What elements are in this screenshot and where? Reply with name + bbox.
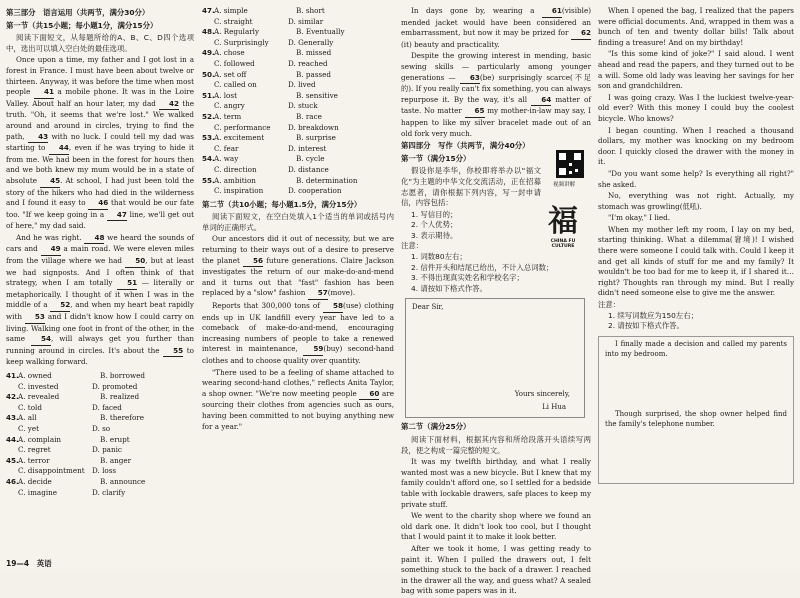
cloze-passage — [6, 55, 194, 368]
option-c: C. imagine — [18, 487, 57, 497]
option-c: C. called on — [214, 80, 257, 90]
option-row-44 — [6, 435, 194, 446]
story-paragraph: It was my twelfth birthday, and what I really wanted most was a new bicycle. But I knew that my family couldn't afford one, so I settled for a bedside table with lockable drawers, safe places to keep my private stuff. — [401, 457, 591, 509]
writing1-point: 2. 个人优势； — [411, 220, 458, 230]
passage-text: line, we'll get out of here," my dad said. — [6, 209, 194, 231]
section1-title: 第一节（共15小题；每小题1分，满分15分） — [6, 20, 158, 30]
option-d: D. Generally — [288, 37, 334, 47]
question-number: 42. — [6, 392, 19, 402]
continuation-answer-box[interactable] — [598, 336, 794, 484]
passage-text: Our ancestors did it out of necessity, but we are returning to their ways out of a desire to preserve the planet — [202, 234, 394, 265]
story-paragraph: "Do you want some help? Is everything all right?" she asked. — [598, 168, 794, 189]
paragraph — [6, 55, 194, 232]
option-c: C. regret — [18, 445, 51, 455]
option-a: A. terror — [18, 455, 50, 465]
question-number: 50. — [202, 69, 215, 79]
option-row-44-cd — [6, 445, 194, 456]
option-row-41 — [6, 371, 194, 382]
option-b: B. announce — [100, 476, 146, 486]
blank-45[interactable]: 45 — [40, 176, 60, 188]
option-c: C. straight — [214, 16, 253, 26]
option-row-55-cd — [202, 186, 394, 197]
fu-glyph: 福 — [548, 204, 578, 239]
writing1-note: 1. 词数80左右； — [411, 252, 467, 262]
option-d: D. distance — [288, 164, 329, 174]
passage-text: Once upon a time, my father and I got lost in a forest in France. I must have been about twelve or thirteen. Anyway, it was before the time when most people — [6, 55, 194, 97]
option-c: C. direction — [214, 164, 257, 174]
option-a: A. decide — [18, 476, 52, 486]
option-row-47 — [202, 6, 394, 17]
option-row-43 — [6, 413, 194, 424]
passage-text: (it) beauty and practicality. — [401, 39, 500, 49]
passage-text: "There used to be a feeling of shame attached to wearing second-hand clothes," reflects Anita Taylor, a shop owner. "We're now meeting people — [202, 367, 394, 398]
writing2-note: 2. 请按如下格式作答。 — [608, 321, 684, 331]
option-d: D. panic — [92, 445, 122, 455]
option-a: A. revealed — [18, 392, 60, 402]
question-number: 48. — [202, 27, 215, 37]
option-d: D. similar — [288, 16, 324, 26]
blank-56[interactable]: 56 — [243, 256, 263, 268]
question-number: 47. — [202, 6, 215, 15]
option-c: C. inspiration — [214, 186, 264, 196]
option-row-41-cd — [6, 382, 194, 393]
passage-text: , and when my heart beat rapidly with — [6, 300, 194, 322]
writing2-notes-title: 注意： — [598, 300, 621, 310]
blank-60[interactable]: 60 — [359, 389, 379, 401]
option-b: B. cycle — [296, 154, 325, 164]
story-passage-continued — [598, 6, 794, 299]
passage-text: to keep walking forward. — [6, 345, 194, 367]
blank-50[interactable]: 50 — [125, 256, 145, 268]
option-d: D. stuck — [288, 101, 318, 111]
paragraph-start-2: Though surprised, the shop owner helped find the family's telephone number. — [605, 409, 787, 429]
question-number: 53. — [202, 133, 215, 143]
paragraph — [202, 368, 394, 433]
question-number: 52. — [202, 111, 215, 121]
option-b: B. Eventually — [296, 27, 345, 37]
question-number: 44. — [6, 434, 19, 444]
option-d: D. breakdown — [288, 122, 339, 132]
passage-text: — literally or metaphorically. I thought of it when I was in the middle of a — [6, 278, 194, 310]
option-row-46 — [6, 477, 194, 488]
blank-52[interactable]: 52 — [50, 300, 70, 312]
blank-43[interactable]: 43 — [28, 132, 48, 144]
story-paragraph: I was going crazy. Was I the luckiest twelve-year-old ever? With this money I could buy the coolest bicycle. Who knows? — [598, 92, 794, 123]
option-c: C. Surprisingly — [214, 37, 269, 47]
option-row-52 — [202, 112, 394, 123]
passage-text: a main road. We were eleven miles from the village where we had — [6, 244, 194, 266]
blank-59[interactable]: 59 — [303, 344, 323, 356]
passage-text: , even if he was trying to hide it from me. We had been in the forest for hours then and we both knew my mum would be in a state of absolute — [6, 143, 195, 185]
section1-instructions: 阅读下面短文，从每题所给的A、B、C、D四个选项中，选出可以填入空白处的最佳选项。 — [6, 33, 194, 53]
passage-text: we heard the sounds of cars and — [6, 232, 194, 254]
option-row-48-cd — [202, 38, 394, 49]
option-b: B. borrowed — [100, 371, 145, 380]
option-row-48 — [202, 27, 394, 38]
passage-text: . At school, I had just been told the story of the hikers who had died in the wilderness and I found it easy to — [6, 175, 194, 208]
column-2 — [202, 6, 394, 433]
option-a: A. chose — [214, 48, 245, 58]
writing2-instructions: 阅读下面材料，根据其内容和所给段落开头语续写两段，使之构成一篇完整的短文。 — [401, 435, 591, 455]
option-row-49 — [202, 48, 394, 59]
blank-49[interactable]: 49 — [41, 244, 61, 256]
option-a: A. excitement — [214, 133, 265, 143]
option-c: C. invested — [18, 381, 59, 391]
writing1-note: 4. 请按如下格式作答。 — [411, 283, 487, 293]
writing1-note: 2. 信件开头和结尾已给出，不计入总词数； — [411, 262, 554, 272]
option-b: B. surprise — [296, 133, 336, 143]
paragraph — [202, 301, 394, 367]
paragraph — [6, 233, 194, 368]
passage-text: are sourcing their clothes from agencies such as ours, having been committed to not buying anything new for a year." — [202, 388, 395, 431]
option-a: A. lost — [214, 90, 237, 100]
option-c: C. performance — [214, 122, 271, 132]
option-d: D. faced — [92, 402, 122, 412]
question-number: 41. — [6, 371, 19, 380]
option-b: B. sensitive — [296, 90, 338, 100]
column-4 — [598, 6, 794, 484]
option-row-50-cd — [202, 80, 394, 91]
logo-caption: CHINA FU CULTURE — [550, 239, 576, 249]
option-a: A. ambition — [214, 175, 256, 185]
question-number: 51. — [202, 90, 215, 100]
fill-passage — [202, 234, 394, 432]
option-row-45 — [6, 456, 194, 467]
blank-48[interactable]: 48 — [84, 233, 104, 245]
question-number: 49. — [202, 48, 215, 58]
options-41-46 — [6, 371, 194, 498]
option-c: C. fear — [214, 143, 239, 153]
blank-57[interactable]: 57 — [308, 288, 328, 300]
blank-44[interactable]: 44 — [49, 143, 69, 155]
option-c: C. followed — [214, 58, 255, 68]
paragraph — [401, 51, 591, 139]
writing2-note: 1. 续写词数应为150左右； — [608, 310, 699, 320]
passage-text: In days gone by, wearing a — [411, 6, 542, 15]
blank-58[interactable]: 58 — [323, 301, 343, 313]
passage-text: , but at least we had signposts. And I often think of that strategy, when I am totally — [6, 256, 194, 288]
options-47-55 — [202, 6, 394, 197]
passage-text: a mobile phone. It was in the Loire Valley. About half an hour later, my dad — [6, 87, 194, 108]
writing1-point: 3. 表示期待。 — [411, 230, 458, 240]
option-d: D. cooperation — [288, 186, 342, 196]
blank-62[interactable]: 62 — [571, 28, 591, 40]
writing2-title: 第二节（满分25分） — [401, 422, 471, 432]
option-row-42-cd — [6, 403, 194, 414]
column-1 — [6, 6, 194, 498]
part3-title: 第三部分 语言运用（共两节，满分30分） — [6, 8, 150, 17]
option-a: A. term — [214, 111, 242, 121]
letter-closing: Yours sincerely, — [514, 389, 570, 398]
blank-47[interactable]: 47 — [107, 210, 127, 222]
letter-answer-box[interactable] — [405, 298, 585, 418]
blank-51[interactable]: 51 — [117, 278, 137, 290]
option-row-43-cd — [6, 424, 194, 435]
question-number: 43. — [6, 413, 19, 423]
option-b: B. passed — [296, 69, 331, 79]
blank-53[interactable]: 53 — [25, 312, 45, 324]
blank-65[interactable]: 65 — [465, 106, 485, 118]
option-a: A. way — [214, 154, 239, 164]
blank-55[interactable]: 55 — [163, 346, 183, 358]
option-c: C. angry — [214, 101, 245, 111]
story-paragraph: When I opened the bag, I realized that the papers were official documents. And, wrapped in them was a bunch of ten and twenty dollar bills! Talk about finding a treasure! And on my birthday! — [598, 6, 794, 47]
option-a: A. set off — [214, 69, 247, 79]
option-row-42 — [6, 392, 194, 403]
passage-text: (be) surprisingly scarce(不足的). If you really can't fix something, you can always repurpose it. By the way, it's all — [401, 72, 591, 104]
option-b: B. anger — [100, 455, 132, 465]
option-b: B. short — [296, 6, 325, 15]
blank-64[interactable]: 64 — [531, 95, 551, 107]
paragraph — [401, 6, 591, 50]
option-a: A. owned — [18, 371, 52, 380]
passage-text: future generations. Claire Jackson investigates the return of our make-do-and-mend and it turns out that "fast" fashion has been replaced by a "slow" fashion — [202, 255, 394, 298]
story-paragraph: No, everything was not right. Actually, my stomach was growling(低吼). — [598, 191, 794, 211]
letter-signature: Li Hua — [542, 402, 566, 411]
passage-text: Despite the growing interest in mending, basic sewing skills — particularly among younger generations — — [401, 51, 591, 82]
passage-text: my mother-in-law may say, I happen to like my silver bracelet made out of an old fork very much. — [401, 106, 591, 138]
passage-text: the truth. "Oh, it seems that we're lost." We walked around and around in circles, trying to find the path, — [6, 98, 195, 141]
section2-title: 第二节（共10小题；每小题1.5分，满分15分） — [202, 199, 362, 209]
story-paragraph: We went to the charity shop where we found an old dark one. It didn't look too cool, but I thought that I would paint it to make it look better. — [401, 511, 591, 542]
option-row-49-cd — [202, 59, 394, 70]
writing1-title: 第一节（满分15分） — [401, 153, 471, 163]
writing1-notes-title: 注意： — [401, 241, 424, 251]
option-row-45-cd — [6, 466, 194, 477]
question-number: 54. — [202, 154, 215, 164]
option-row-51-cd — [202, 101, 394, 112]
option-a: A. Regularly — [214, 27, 260, 37]
option-b: B. missed — [296, 48, 332, 58]
writing1-note: 3. 不得出现真实姓名和学校名字； — [411, 273, 524, 283]
option-d: D. lived — [288, 80, 316, 90]
question-number: 45. — [6, 455, 19, 465]
story-paragraph: When my mother left my room, I lay on my bed, starting thinking. What a dilemma(窘境)! I wished there were someone I could talk with. Could I keep it and get all kinds of stuff for me and my family? It wouldn't be too bad for me to keep it, if I shared it… right? Thoughts ran through my mind. But I really didn't need someone else to give me the answer. — [598, 224, 794, 298]
passage-text: (buy) second-hand clothes and to choose quality over quantity. — [202, 344, 394, 365]
blank-46[interactable]: 46 — [88, 198, 108, 210]
option-d: D. interest — [288, 143, 327, 153]
passage-text: that would be our fate too. "If we keep going in a — [6, 198, 194, 219]
writing1-notes — [401, 252, 591, 294]
passage-text: (visible) mended jacket would have been considered an embarrassment, but now it may be prized for — [401, 6, 591, 38]
letter-greeting: Dear Sir, — [412, 303, 444, 312]
blank-41[interactable]: 41 — [34, 87, 54, 99]
passage-text: (use) clothing ends up in UK landfill every year have led to a comeback of make-do-and-mend, encouraging increasing numbers of people to take a renewed interest in maintenance, — [202, 301, 394, 354]
writing1-prompt: 假设你是李华，你校即将举办以"福文化"为主题的中华文化交流活动，正在招募志愿者，请你根据下列内容，写一封申请信，内容包括： — [401, 166, 541, 208]
option-b: B. determination — [296, 175, 358, 185]
story-paragraph: After we took it home, I was getting ready to paint it. When I pulled the drawers out, I felt something stuck to the back of a drawer. I reached in the drawer all the way, and guess what? A sealed bag with some papers was in it. — [401, 543, 591, 596]
option-b: B. erupt — [100, 434, 130, 444]
passage-text: , will always get you further than running around in circles. It's about the — [6, 334, 195, 355]
option-b: B. realized — [100, 392, 140, 402]
qr-code-icon[interactable] — [556, 150, 584, 178]
qr-caption: 视频讲解 — [553, 182, 576, 188]
section2-instructions: 阅读下面短文，在空白处填入1个适当的单词或括号内单词的正确形式。 — [202, 212, 394, 232]
page-footer: 19—4 英语 — [6, 559, 52, 568]
paragraph — [202, 234, 394, 300]
question-number: 55. — [202, 175, 215, 185]
paragraph-start-1: I finally made a decision and called my parents into my bedroom. — [605, 339, 787, 359]
passage-text: with no luck. I could tell my dad was starting to — [6, 131, 194, 153]
story-paragraph: "I'm okay," I lied. — [608, 213, 671, 223]
option-c: C. disappointment — [18, 466, 85, 476]
passage-text: And he was right. — [16, 232, 85, 242]
option-c: C. yet — [18, 423, 40, 433]
blank-54[interactable]: 54 — [31, 334, 51, 346]
question-number: 46. — [6, 476, 19, 486]
passage-text: matter of taste. No matter — [401, 94, 591, 116]
story-paragraph: "Is this some kind of joke?" I said aloud. I went ahead and read the papers, and they turned out to be a will. Some old lady was leaving her savings for her son and grandchildren. — [598, 49, 794, 91]
blank-63[interactable]: 63 — [460, 73, 480, 85]
option-d: D. so — [92, 423, 111, 433]
option-row-55 — [202, 176, 394, 187]
option-row-53 — [202, 133, 394, 144]
writing2-notes — [598, 311, 794, 332]
option-a: A. all — [18, 413, 37, 423]
option-row-46-cd — [6, 488, 194, 499]
story-passage — [401, 457, 591, 597]
option-d: D. reached — [288, 58, 328, 68]
option-row-52-cd — [202, 123, 394, 134]
fill-passage-continued — [401, 6, 591, 139]
story-paragraph: I began counting. When I reached a thousand dollars, my mother was knocking on my bedroom door. I quickly closed the drawer with the money in it. — [598, 125, 794, 167]
option-c: C. told — [18, 402, 42, 412]
option-d: D. clarify — [92, 487, 126, 497]
option-d: D. loss — [92, 466, 117, 476]
option-d: D. promoted — [92, 381, 138, 391]
option-row-54-cd — [202, 165, 394, 176]
blank-61[interactable]: 61 — [542, 6, 562, 18]
part4-title: 第四部分 写作（共两节，满分40分） — [401, 141, 530, 151]
passage-text: (move). — [327, 288, 356, 298]
writing1-point: 1. 写信目的； — [411, 209, 458, 219]
blank-42[interactable]: 42 — [159, 99, 179, 111]
option-row-50 — [202, 70, 394, 81]
option-row-54 — [202, 154, 394, 165]
option-a: A. complain — [18, 434, 62, 444]
option-a: A. simple — [214, 6, 248, 15]
option-b: B. therefore — [100, 413, 144, 423]
passage-text: and I didn't know how I could carry on living. Walking one foot in front of the other, in the same — [6, 312, 194, 344]
option-b: B. race — [296, 111, 322, 121]
option-row-47-cd — [202, 17, 394, 28]
option-row-51 — [202, 91, 394, 102]
column-3 — [401, 6, 591, 598]
fu-culture-logo — [540, 205, 586, 249]
option-row-53-cd — [202, 144, 394, 155]
passage-text: Reports that 300,000 tons of — [212, 301, 323, 311]
